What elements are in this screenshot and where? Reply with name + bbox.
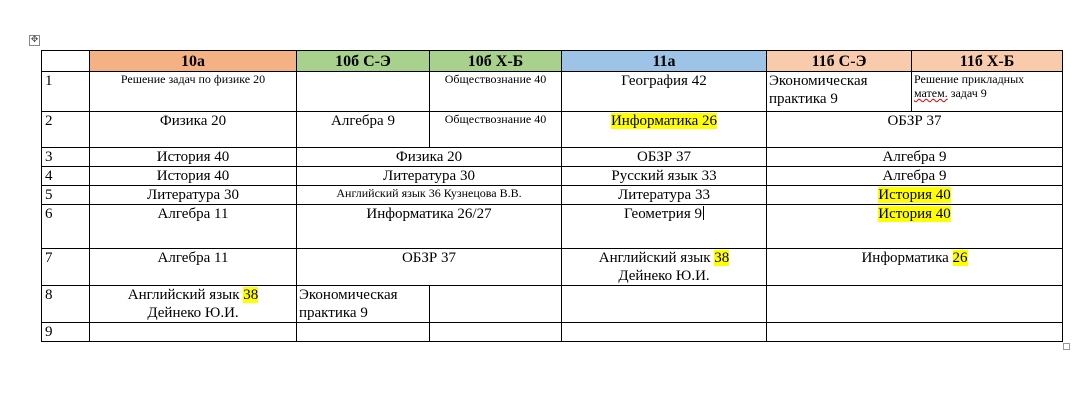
- cell-11a[interactable]: Литература 33: [562, 186, 767, 205]
- cell-10a[interactable]: Алгебра 11: [90, 249, 297, 286]
- spelling-flagged-word: матем.: [914, 86, 948, 100]
- cell-10b[interactable]: Информатика 26/27: [297, 205, 562, 249]
- cell-10b-se[interactable]: Экономическая практика 9: [297, 286, 430, 323]
- header-10b-xb[interactable]: 10б Х-Б: [430, 51, 562, 72]
- cell-10a[interactable]: [90, 323, 297, 342]
- cell-text: Английский язык: [598, 250, 715, 266]
- cell-text: Английский язык: [127, 287, 244, 303]
- highlighted-text: История 40: [878, 187, 951, 203]
- cell-text: Геометрия 9: [624, 206, 702, 222]
- cell-11a[interactable]: География 42: [562, 72, 767, 112]
- cell-11b[interactable]: [767, 186, 1063, 205]
- cell-10b-xb[interactable]: [430, 323, 562, 342]
- highlighted-text: История 40: [878, 206, 951, 222]
- row-number[interactable]: 9: [42, 323, 90, 342]
- highlighted-text: 38: [714, 250, 730, 266]
- cell-11b[interactable]: Алгебра 9: [767, 148, 1063, 167]
- cell-11a[interactable]: [562, 323, 767, 342]
- header-11a[interactable]: 11а: [562, 51, 767, 72]
- header-11b-se[interactable]: 11б С-Э: [767, 51, 912, 72]
- table-row: [42, 249, 1063, 286]
- cell-11b[interactable]: [767, 249, 1063, 286]
- cell-10a[interactable]: Решение задач по физике 20: [90, 72, 297, 112]
- header-11b-xb[interactable]: 11б Х-Б: [912, 51, 1063, 72]
- cell-10b-se[interactable]: Алгебра 9: [297, 112, 430, 148]
- schedule-table: [41, 50, 1063, 342]
- cell-text: Решение прикладных: [914, 72, 1025, 86]
- cell-10b[interactable]: Физика 20: [297, 148, 562, 167]
- cell-11b[interactable]: Алгебра 9: [767, 167, 1063, 186]
- table-row: [42, 205, 1063, 249]
- row-number[interactable]: 7: [42, 249, 90, 286]
- highlighted-text: 38: [243, 287, 259, 303]
- cell-11a[interactable]: [562, 249, 767, 286]
- cell-10a[interactable]: Литература 30: [90, 186, 297, 205]
- text-cursor: [703, 206, 704, 220]
- cell-10b-xb[interactable]: Обществознание 40: [430, 112, 562, 148]
- header-corner[interactable]: [42, 51, 90, 72]
- cell-11a[interactable]: [562, 205, 767, 249]
- cell-11b[interactable]: [767, 323, 1063, 342]
- cell-10b[interactable]: ОБЗР 37: [297, 249, 562, 286]
- cell-10b-se[interactable]: [297, 323, 430, 342]
- table-row: [42, 167, 1063, 186]
- cell-11a[interactable]: ОБЗР 37: [562, 148, 767, 167]
- header-10b-se[interactable]: 10б С-Э: [297, 51, 430, 72]
- teacher-name: Дейнеко Ю.И.: [618, 268, 710, 284]
- row-number[interactable]: 2: [42, 112, 90, 148]
- cell-11b[interactable]: [767, 205, 1063, 249]
- row-number[interactable]: 6: [42, 205, 90, 249]
- cell-10a[interactable]: Алгебра 11: [90, 205, 297, 249]
- row-number[interactable]: 8: [42, 286, 90, 323]
- cell-10b[interactable]: Английский язык 36 Кузнецова В.В.: [297, 186, 562, 205]
- highlighted-text: Информатика 26: [610, 113, 718, 129]
- cell-10b-xb[interactable]: Обществознание 40: [430, 72, 562, 112]
- cell-11a[interactable]: Русский язык 33: [562, 167, 767, 186]
- table-row: [42, 323, 1063, 342]
- cell-11b-se[interactable]: Экономическая практика 9: [767, 72, 912, 112]
- cell-10b[interactable]: Литература 30: [297, 167, 562, 186]
- table-row: [42, 186, 1063, 205]
- cell-10a[interactable]: Физика 20: [90, 112, 297, 148]
- header-row: [42, 51, 1063, 72]
- cell-11b[interactable]: ОБЗР 37: [767, 112, 1063, 148]
- header-10a[interactable]: 10а: [90, 51, 297, 72]
- table-row: [42, 72, 1063, 112]
- cell-11a[interactable]: [562, 112, 767, 148]
- cell-text: Информатика: [861, 250, 953, 266]
- table-move-handle-icon[interactable]: ✥: [30, 35, 39, 45]
- table-row: [42, 112, 1063, 148]
- table-row: [42, 286, 1063, 323]
- row-number[interactable]: 3: [42, 148, 90, 167]
- highlighted-text: 26: [952, 250, 968, 266]
- cell-11b-xb[interactable]: [912, 72, 1063, 112]
- table-row: [42, 148, 1063, 167]
- cell-10a[interactable]: [90, 286, 297, 323]
- cell-11b[interactable]: [767, 286, 1063, 323]
- teacher-name: Дейнеко Ю.И.: [147, 305, 239, 321]
- table-resize-handle-icon[interactable]: [1063, 343, 1070, 350]
- cell-10b-xb[interactable]: [430, 286, 562, 323]
- row-number[interactable]: 1: [42, 72, 90, 112]
- cell-10b-se[interactable]: [297, 72, 430, 112]
- cell-10a[interactable]: История 40: [90, 167, 297, 186]
- cell-10a[interactable]: История 40: [90, 148, 297, 167]
- row-number[interactable]: 5: [42, 186, 90, 205]
- cell-11a[interactable]: [562, 286, 767, 323]
- row-number[interactable]: 4: [42, 167, 90, 186]
- cell-text: задач 9: [947, 86, 987, 100]
